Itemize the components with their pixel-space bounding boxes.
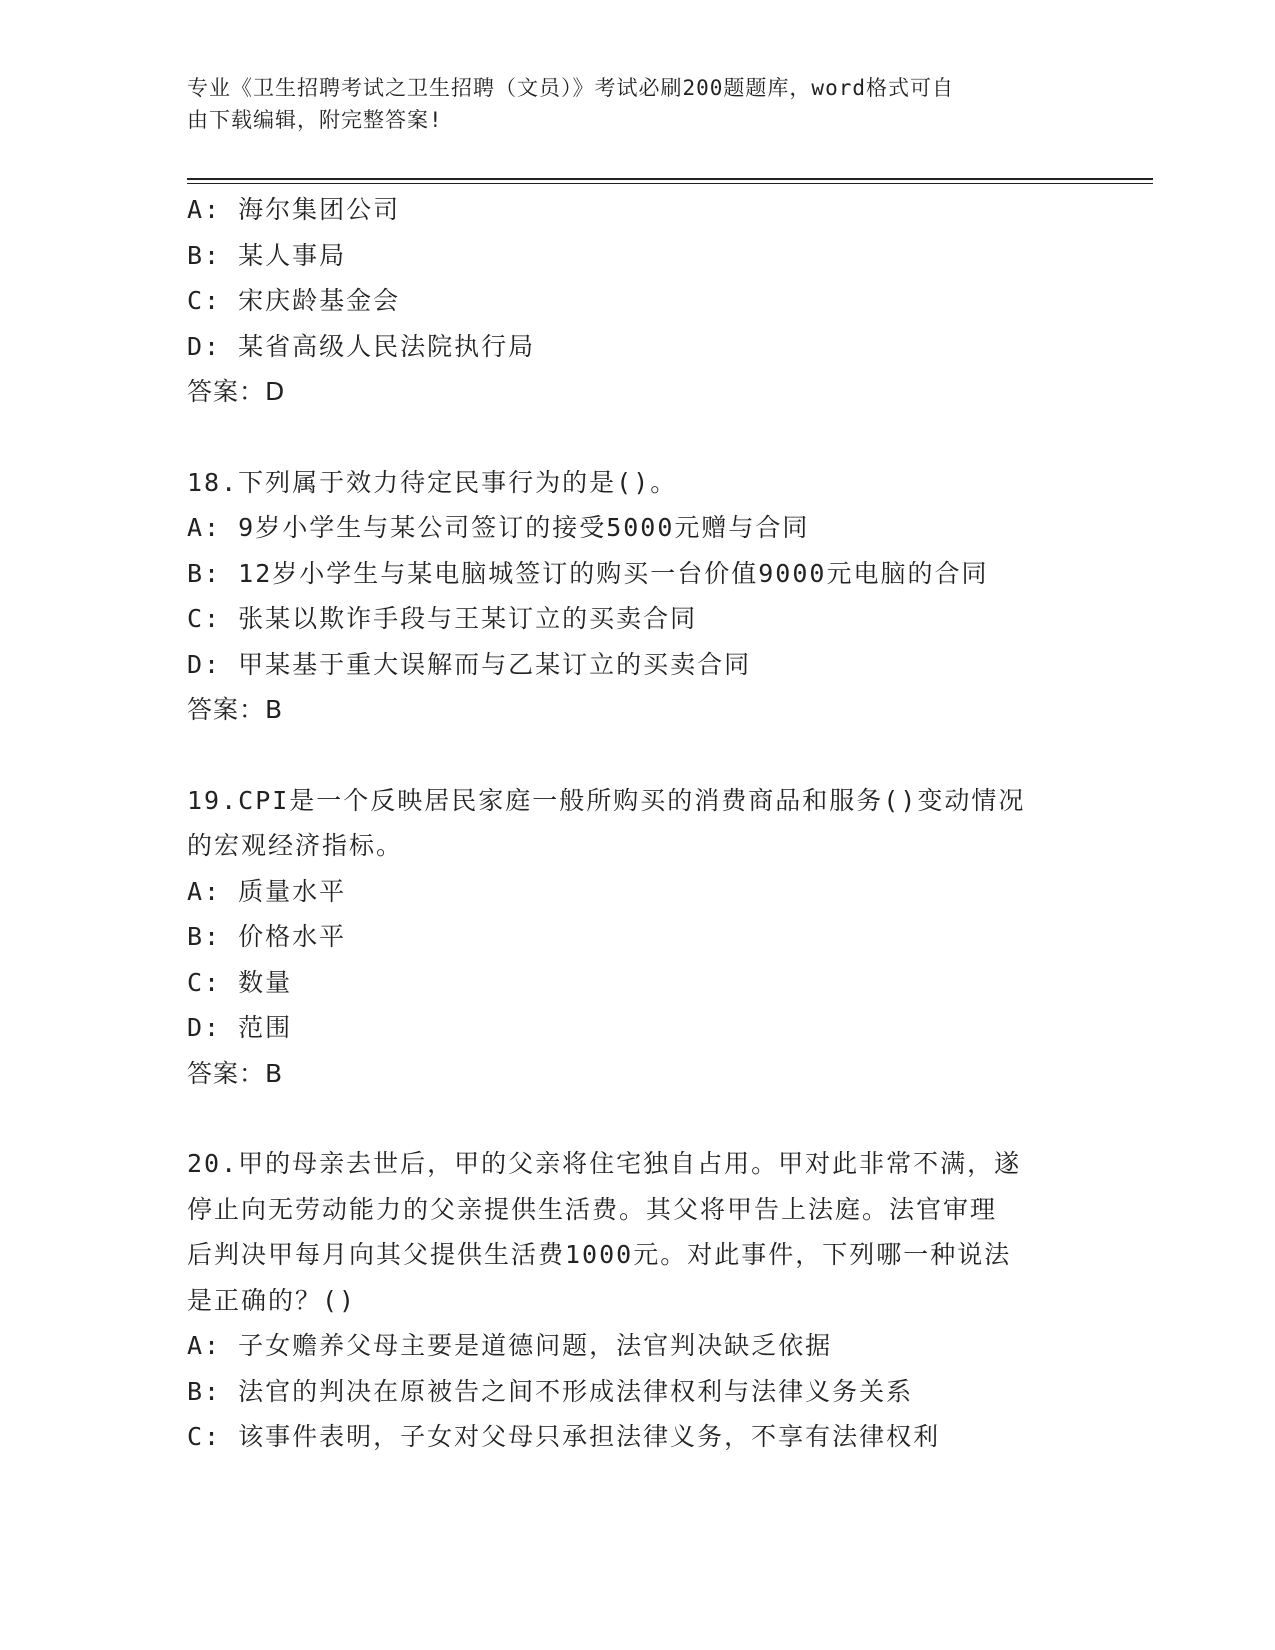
question-19 (187, 778, 1077, 1097)
answer: 答案：B (187, 695, 284, 724)
option-b: B: 12岁小学生与某电脑城签订的购买一台价值9000元电脑的合同 (187, 558, 989, 588)
header-rule-thin (187, 183, 1153, 184)
answer: 答案：B (187, 1058, 284, 1088)
question-stem: 18.下列属于效力待定民事行为的是()。 (187, 467, 678, 497)
option-d: D: 范围 (187, 1013, 293, 1042)
option-a: A: 9岁小学生与某公司签订的接受5000元赠与合同 (187, 513, 810, 542)
question-stem-cont: 的宏观经济指标。 (187, 831, 404, 860)
option-b: B: 价格水平 (187, 922, 347, 951)
option-c: C: 数量 (187, 967, 293, 997)
option-b: B: 法官的判决在原被告之间不形成法律权利与法律义务关系 (187, 1376, 914, 1406)
question-18 (187, 460, 1077, 733)
option-b: B: 某人事局 (187, 240, 347, 270)
question-17 (187, 187, 1077, 415)
option-c: C: 宋庆龄基金会 (187, 286, 401, 315)
option-a: A: 海尔集团公司 (187, 195, 401, 224)
option-c: C: 该事件表明，子女对父母只承担法律义务，不享有法律权利 (187, 1422, 941, 1451)
header-rule-thick (187, 178, 1153, 180)
option-a: A: 子女赡养父母主要是道德问题，法官判决缺乏依据 (187, 1331, 833, 1360)
option-d: D: 某省高级人民法院执行局 (187, 331, 536, 361)
header-line-1: 专业《卫生招聘考试之卫生招聘（文员）》考试必刷200题题库，word格式可自 (187, 76, 954, 100)
question-stem-cont: 后判决甲每月向其父提供生活费1000元。对此事件，下列哪一种说法 (187, 1240, 1012, 1269)
header-line-2: 由下载编辑，附完整答案! (187, 108, 443, 132)
question-stem-cont: 是正确的？() (187, 1285, 357, 1315)
question-stem: 19.CPI是一个反映居民家庭一般所购买的消费商品和服务()变动情况 (187, 785, 1026, 815)
question-stem: 20.甲的母亲去世后，甲的父亲将住宅独自占用。甲对此非常不满，遂 (187, 1149, 1022, 1178)
question-list (187, 187, 1077, 1460)
option-d: D: 甲某基于重大误解而与乙某订立的买卖合同 (187, 649, 752, 679)
option-a: A: 质量水平 (187, 876, 347, 906)
document-header (187, 72, 1067, 136)
question-20 (187, 1141, 1077, 1460)
answer: 答案：D (187, 377, 286, 406)
question-stem-cont: 停止向无劳动能力的父亲提供生活费。其父将甲告上法庭。法官审理 (187, 1194, 998, 1224)
option-c: C: 张某以欺诈手段与王某订立的买卖合同 (187, 604, 698, 633)
